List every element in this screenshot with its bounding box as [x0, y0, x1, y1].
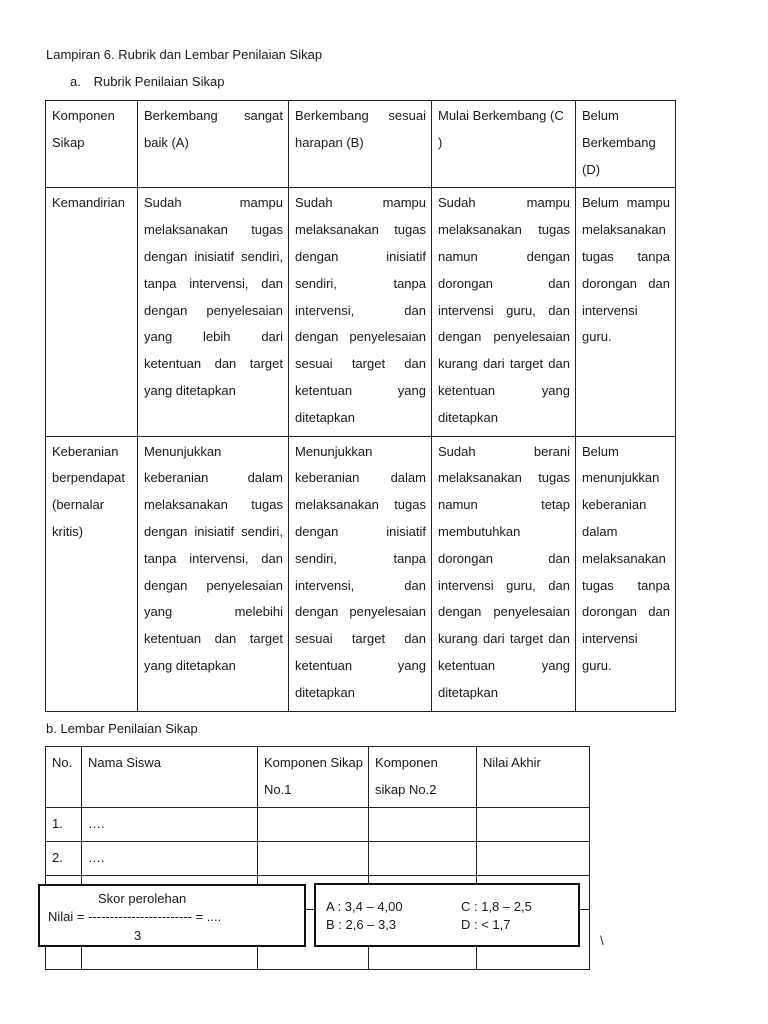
score-cell — [258, 842, 369, 876]
student-name-cell: …. — [82, 808, 258, 842]
rubric-cell: Belum menunjukkan keberanian dalam melaksanakan tugas tanpa dorongan dan intervensi guru. — [576, 436, 676, 711]
rubric-table — [45, 100, 676, 712]
row-number: 2. — [46, 842, 82, 876]
grade-b: B : 2,6 – 3,3 — [326, 917, 397, 932]
score-formula-box — [38, 884, 306, 947]
score-cell — [369, 842, 477, 876]
grade-c: C : 1,8 – 2,5 — [461, 899, 532, 914]
rubric-row — [46, 188, 676, 436]
grade-scale-box — [314, 883, 580, 947]
section-a-marker: a. — [70, 74, 81, 89]
rubric-header-cell: Belum Berkembang (D) — [576, 101, 676, 188]
assessment-header-cell: Nilai Akhir — [477, 747, 590, 808]
grade-a: A : 3,4 – 4,00 — [326, 899, 403, 914]
score-cell — [369, 808, 477, 842]
formula-numerator: Skor perolehan — [98, 891, 187, 906]
rubric-cell: Sudah mampu melaksanakan tugas dengan inisiatif sendiri, tanpa intervensi, dan dengan penyelesaian sesuai target dan ketentuan yang ditetapkan — [289, 188, 432, 436]
assessment-header-cell: Komponen sikap No.2 — [369, 747, 477, 808]
rubric-cell: Sudah berani melaksanakan tugas namun tetap membutuhkan dorongan dan intervensi guru, dan dengan penyelesaian kurang dari target dan ketentuan yang ditetapkan — [432, 436, 576, 711]
grade-d: D : < 1,7 — [461, 917, 511, 932]
rubric-row — [46, 436, 676, 711]
rubric-cell: Sudah mampu melaksanakan tugas namun dengan dorongan dan intervensi guru, dan dengan penyelesaian kurang dari target dan ketentuan yang ditetapkan — [432, 188, 576, 436]
section-a-heading — [70, 74, 224, 89]
rubric-component-cell: Keberanian berpendapat (bernalar kritis) — [46, 436, 138, 711]
rubric-header-row — [46, 101, 676, 188]
document-title: Lampiran 6. Rubrik dan Lembar Penilaian Sikap — [46, 47, 323, 62]
rubric-header-cell: Berkembang sesuai harapan (B) — [289, 101, 432, 188]
rubric-cell: Menunjukkan keberanian dalam melaksanakan tugas dengan inisiatif sendiri, tanpa intervensi, dan dengan penyelesaian yang melebihi ketentuan dan target yang ditetapkan — [138, 436, 289, 711]
rubric-header-cell: Berkembang sangat baik (A) — [138, 101, 289, 188]
assessment-header-cell: Nama Siswa — [82, 747, 258, 808]
formula-denominator: 3 — [134, 928, 142, 943]
rubric-header-cell: Mulai Berkembang (C ) — [432, 101, 576, 188]
section-a-label: Rubrik Penilaian Sikap — [93, 74, 225, 89]
student-name-cell: …. — [82, 842, 258, 876]
section-b-heading: b. Lembar Penilaian Sikap — [46, 721, 198, 736]
assessment-header-cell: No. — [46, 747, 82, 808]
assessment-header-row — [46, 747, 590, 808]
final-score-cell — [477, 808, 590, 842]
rubric-cell: Belum mampu melaksanakan tugas tanpa dorongan dan intervensi guru. — [576, 188, 676, 436]
table-row — [46, 842, 590, 876]
assessment-header-cell: Komponen Sikap No.1 — [258, 747, 369, 808]
row-number: 1. — [46, 808, 82, 842]
rubric-header-cell: Komponen Sikap — [46, 101, 138, 188]
rubric-cell: Sudah mampu melaksanakan tugas dengan inisiatif sendiri, tanpa intervensi, dan dengan penyelesaian yang lebih dari ketentuan dan target yang ditetapkan — [138, 188, 289, 436]
rubric-component-cell: Kemandirian — [46, 188, 138, 436]
rubric-cell: Menunjukkan keberanian dalam melaksanakan tugas dengan inisiatif sendiri, tanpa intervensi, dan dengan penyelesaian sesuai target dan ketentuan yang ditetapkan — [289, 436, 432, 711]
final-score-cell — [477, 842, 590, 876]
table-row — [46, 808, 590, 842]
formula-line: Nilai = ------------------------ = .... — [48, 909, 222, 924]
score-cell — [258, 808, 369, 842]
stray-mark: \ — [600, 933, 604, 948]
